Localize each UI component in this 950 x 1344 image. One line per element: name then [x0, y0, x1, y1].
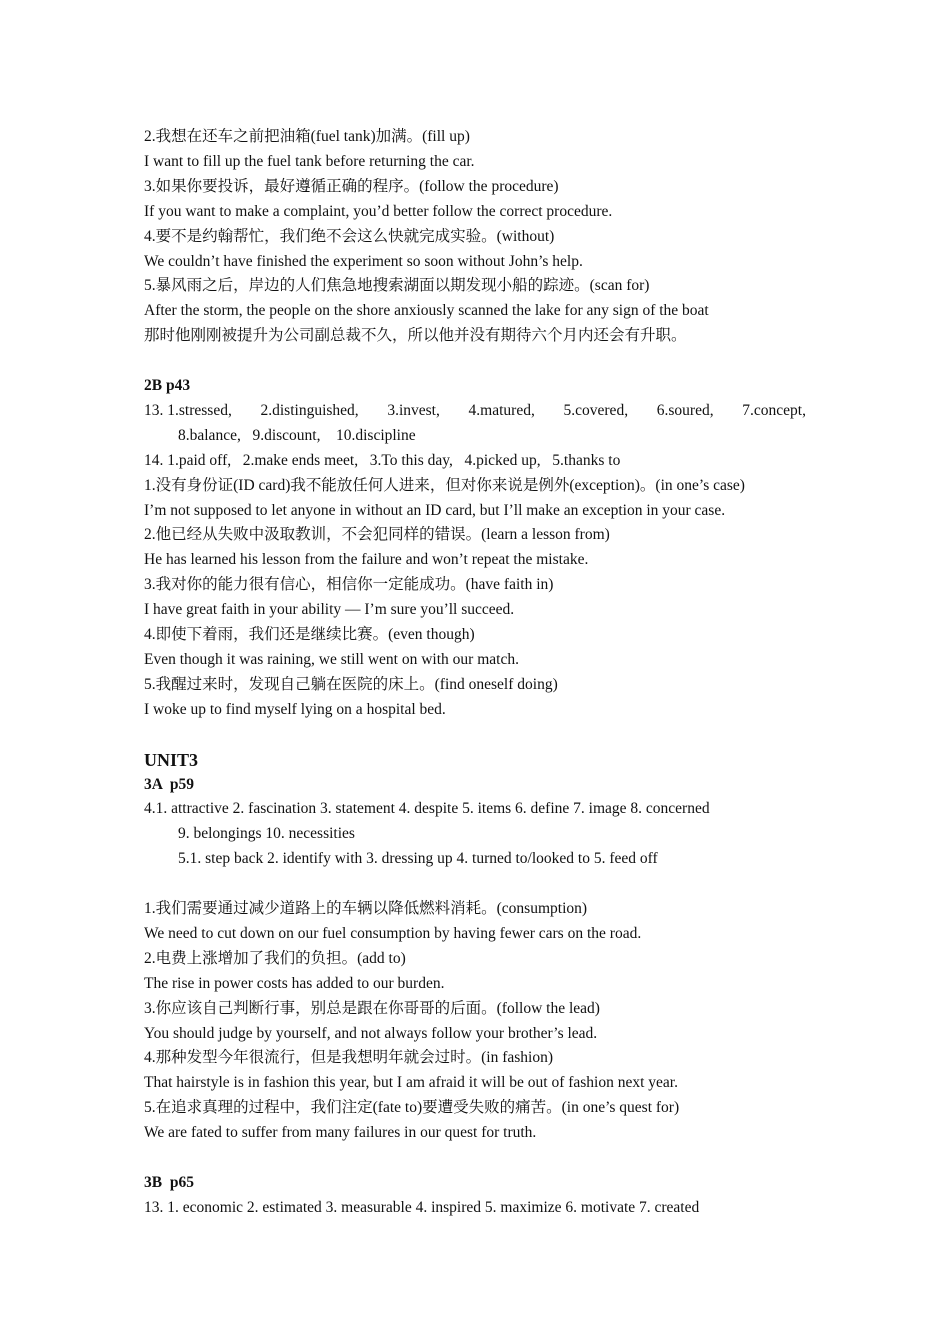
spacer	[144, 723, 824, 748]
answer-item: 7.concept,	[742, 401, 806, 419]
section-heading: 3B p65	[144, 1174, 194, 1191]
exercise-14-answers: 14. 1.paid off, 2.make ends meet, 3.To this day, 4.picked up, 5.thanks to	[144, 451, 621, 469]
answer-line: I’m not supposed to let anyone in without an ID card, but I’ll make an exception in your case.	[144, 501, 726, 519]
exercise-13-answers	[144, 399, 806, 424]
answer-line: I want to fill up the fuel tank before returning the car.	[144, 152, 475, 170]
question-line: 5.在追求真理的过程中，我们注定(fate to)要遭受失败的痛苦。(in one’s quest for)	[144, 1099, 680, 1117]
answer-line: If you want to make a complaint, you’d better follow the correct procedure.	[144, 202, 613, 220]
unit-title: UNIT3	[144, 749, 199, 770]
answer-item: 3.invest,	[387, 401, 440, 419]
exercise-13-answers: 13. 1. economic 2. estimated 3. measurable 4. inspired 5. maximize 6. motivate 7. created	[144, 1198, 700, 1216]
unit-3	[144, 748, 824, 1221]
question-line: 4.那种发型今年很流行，但是我想明年就会过时。(in fashion)	[144, 1049, 554, 1067]
section-heading: 3A p59	[144, 775, 194, 793]
answer-line: We need to cut down on our fuel consumption by having fewer cars on the road.	[144, 924, 642, 942]
question-line: 5.我醒过来时，发现自己躺在医院的床上。(find oneself doing)	[144, 675, 558, 693]
question-line: 1.我们需要通过减少道路上的车辆以降低燃料消耗。(consumption)	[144, 900, 588, 918]
section-2a-tail	[144, 125, 824, 349]
question-line: 那时他刚刚被提升为公司副总裁不久，所以他并没有期待六个月内还会有升职。	[144, 327, 687, 345]
answer-line: We couldn’t have finished the experiment so soon without John’s help.	[144, 252, 583, 270]
spacer	[144, 872, 824, 897]
spacer	[144, 1146, 824, 1171]
answer-line: After the storm, the people on the shore anxiously scanned the lake for any sign of the boat	[144, 302, 709, 320]
answer-item: 4.matured,	[468, 401, 535, 419]
document-page	[144, 125, 824, 1221]
exercise-13-continued: 8.balance, 9.discount, 10.discipline	[178, 426, 416, 444]
question-line: 3.我对你的能力很有信心，相信你一定能成功。(have faith in)	[144, 576, 554, 594]
answer-line: We are fated to suffer from many failures in our quest for truth.	[144, 1124, 537, 1142]
question-line: 2.我想在还车之前把油箱(fuel tank)加满。(fill up)	[144, 128, 470, 145]
answer-line: Even though it was raining, we still went on with our match.	[144, 651, 519, 669]
answer-line: You should judge by yourself, and not always follow your brother’s lead.	[144, 1024, 598, 1042]
exercise-4-continued: 9. belongings 10. necessities	[178, 825, 355, 843]
question-line: 4.要不是约翰帮忙，我们绝不会这么快就完成实验。(without)	[144, 227, 555, 245]
answer-item: 2.distinguished,	[260, 401, 359, 419]
answer-line: I woke up to find myself lying on a hospital bed.	[144, 700, 446, 718]
question-line: 2.电费上涨增加了我们的负担。(add to)	[144, 949, 406, 967]
section-heading: 2B p43	[144, 377, 191, 395]
answer-line: The rise in power costs has added to our burden.	[144, 974, 445, 992]
answer-line: He has learned his lesson from the failure and won’t repeat the mistake.	[144, 551, 589, 569]
answer-item: 13. 1.stressed,	[144, 401, 232, 419]
question-line: 1.没有身份证(ID card)我不能放任何人进来，但对你来说是例外(exception)。(in one’s case)	[144, 476, 745, 494]
section-2b	[144, 374, 824, 723]
question-line: 3.如果你要投诉，最好遵循正确的程序。(follow the procedure)	[144, 177, 559, 195]
exercise-4-answers: 4.1. attractive 2. fascination 3. statement 4. despite 5. items 6. define 7. image 8. concerned	[144, 800, 710, 818]
exercise-5-answers: 5.1. step back 2. identify with 3. dressing up 4. turned to/looked to 5. feed off	[178, 850, 658, 868]
question-line: 2.他已经从失败中汲取教训，不会犯同样的错误。(learn a lesson from)	[144, 526, 610, 544]
question-line: 4.即使下着雨，我们还是继续比赛。(even though)	[144, 626, 475, 644]
answer-item: 5.covered,	[563, 401, 629, 419]
spacer	[144, 349, 824, 374]
answer-line: I have great faith in your ability — I’m sure you’ll succeed.	[144, 601, 515, 619]
question-line: 3.你应该自己判断行事，别总是跟在你哥哥的后面。(follow the lead)	[144, 999, 600, 1017]
answer-line: That hairstyle is in fashion this year, but I am afraid it will be out of fashion next year.	[144, 1074, 678, 1092]
question-line: 5.暴风雨之后，岸边的人们焦急地搜索湖面以期发现小船的踪迹。(scan for)	[144, 277, 650, 295]
answer-item: 6.soured,	[656, 401, 714, 419]
